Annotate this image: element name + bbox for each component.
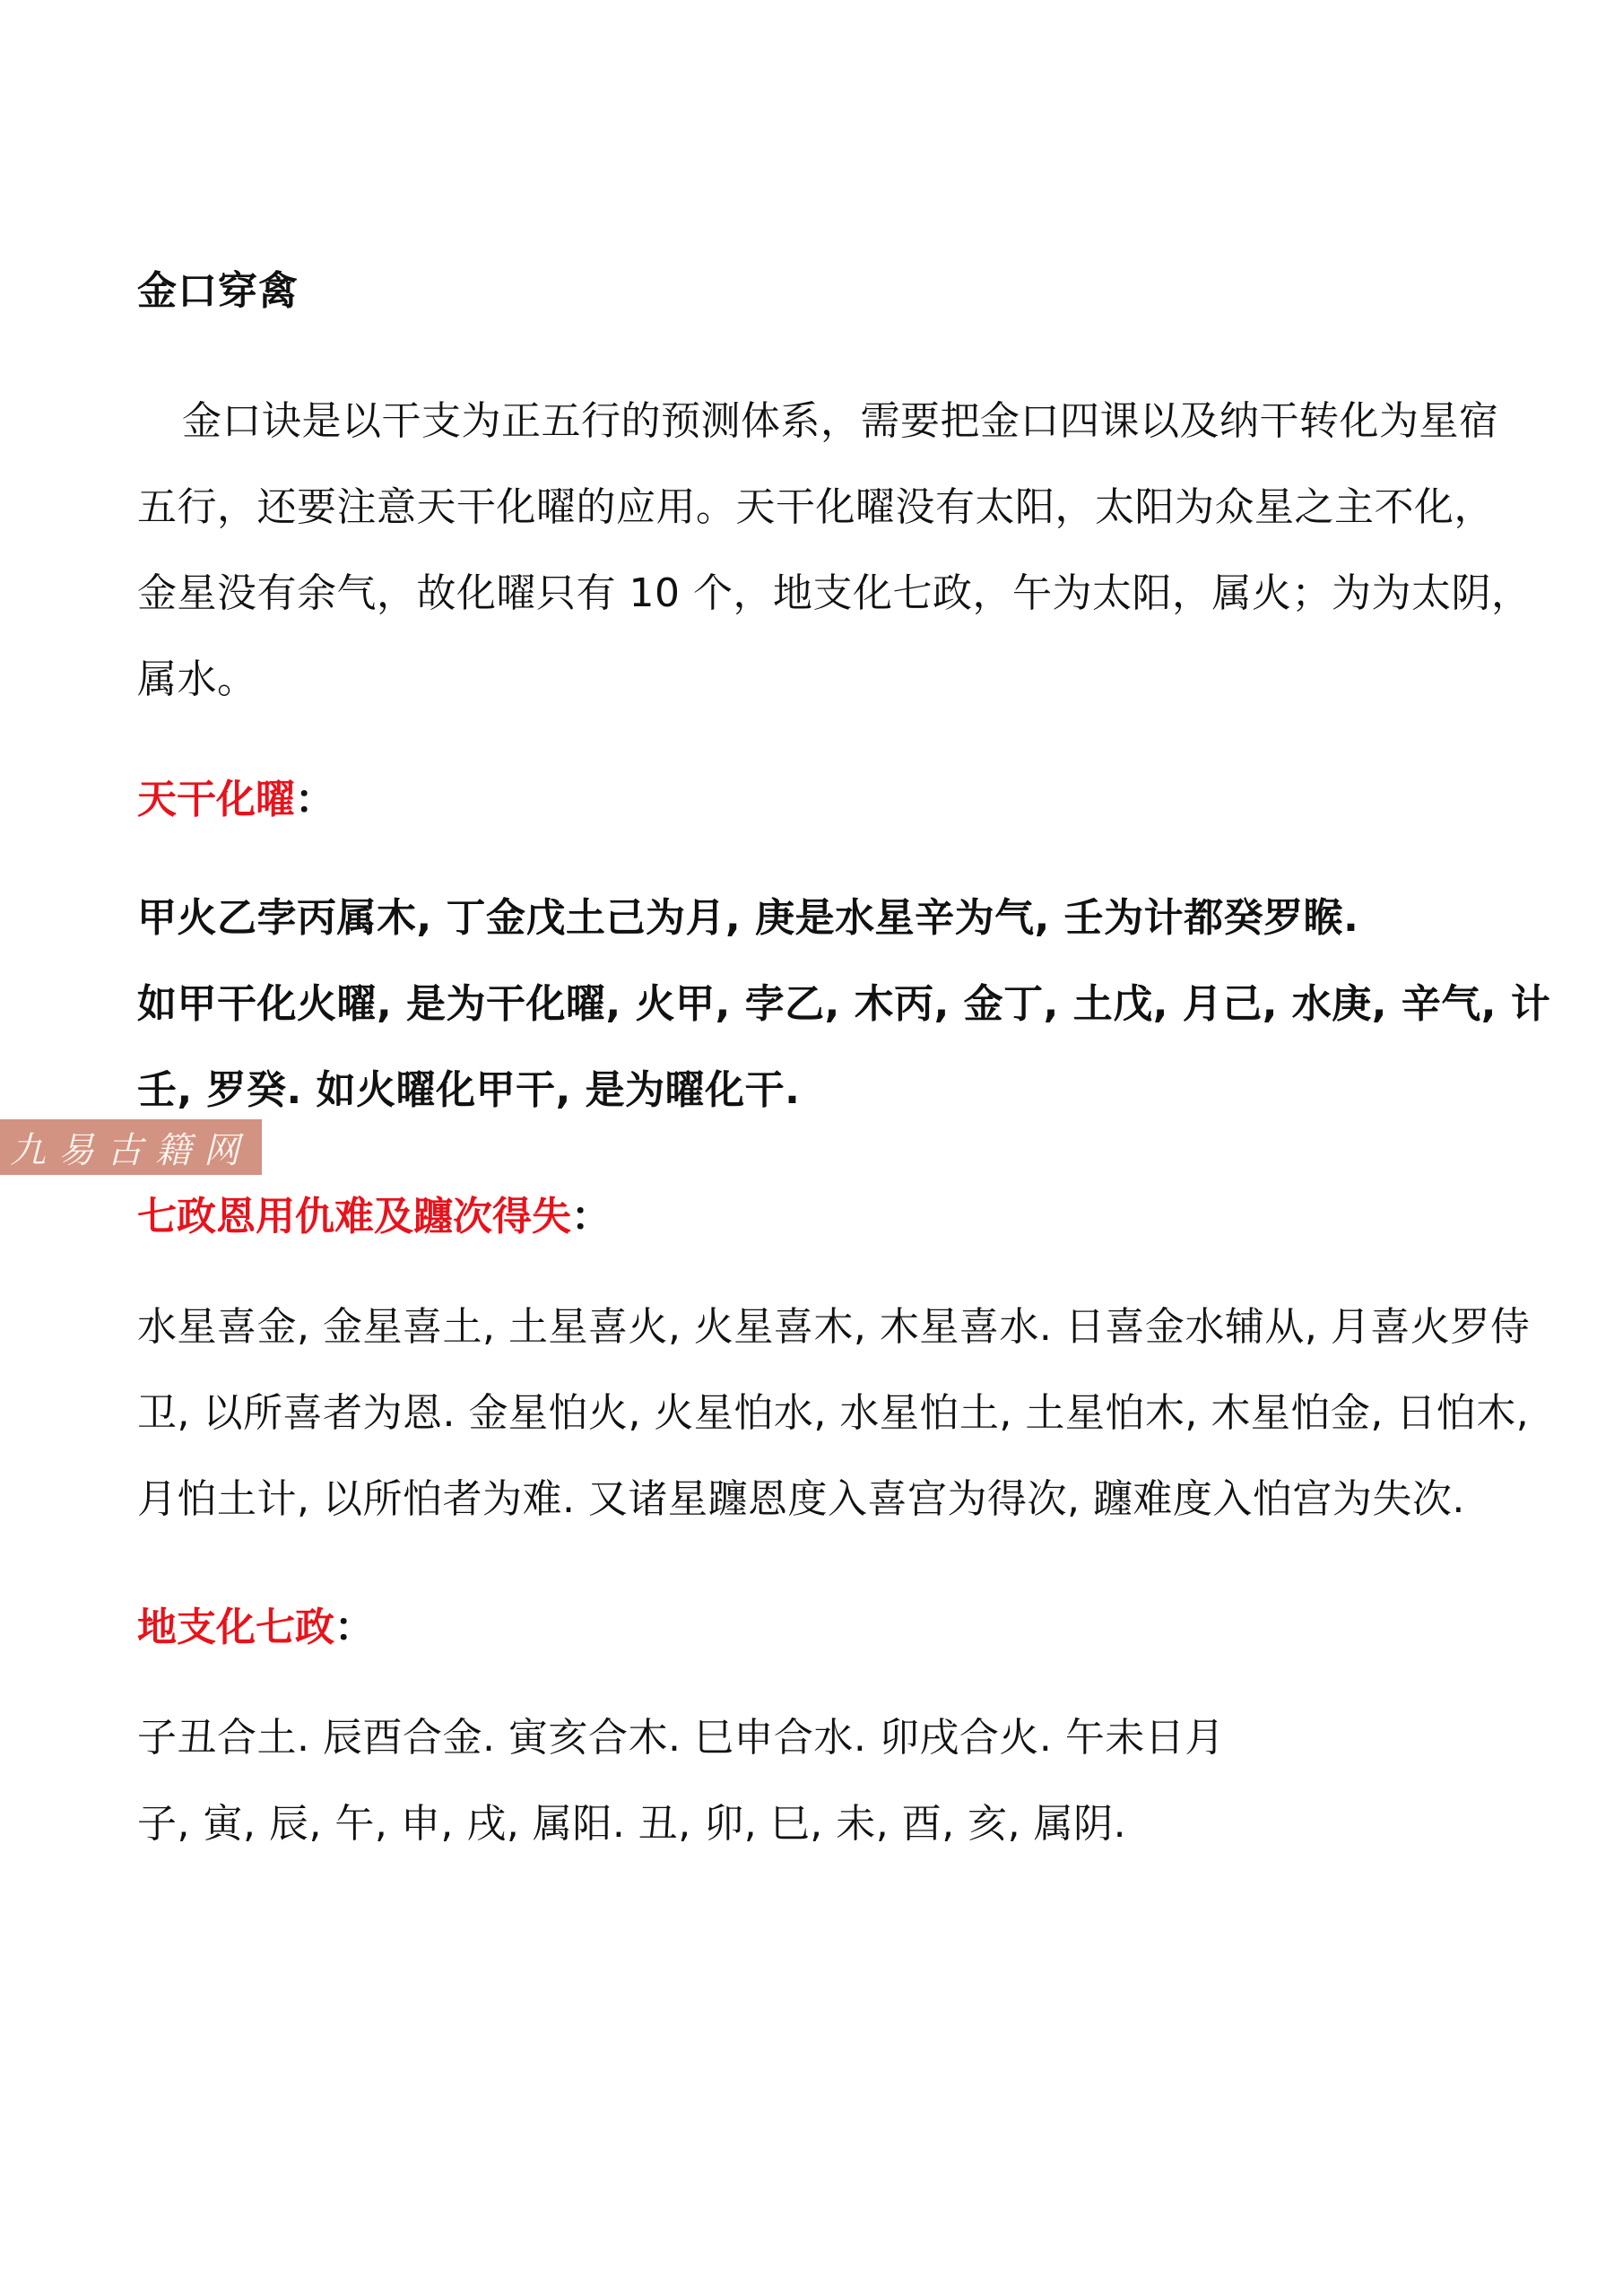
section-heading-tiangan-colon: ： [295,777,334,822]
tiangan-line-3: 壬, 罗癸. 如火曜化甲干, 是为曜化干. [137,1067,801,1113]
section-heading-dizhi [137,1595,374,1652]
qizheng-paragraph [137,1284,1536,1543]
site-watermark: 九易古籍网 [0,1119,262,1175]
qizheng-line-2: 卫, 以所喜者为恩. 金星怕火, 火星怕水, 水星怕土, 土星怕木, 木星怕金, 日怕木, [137,1390,1530,1436]
section-heading-tiangan [137,767,334,824]
dizhi-paragraph [137,1695,1536,1867]
section-heading-qizheng-text: 七政恩用仇难及躔次得失 [137,1194,571,1239]
intro-line-2: 五行，还要注意天干化曜的应用。天干化曜没有太阳，太阳为众星之主不化， [137,484,1494,530]
page-title: 金口穿禽 [137,268,299,314]
section-heading-qizheng [137,1184,611,1241]
intro-line-3: 金星没有余气，故化曜只有 10 个，地支化七政，午为太阳，属火；为为太阴， [137,570,1532,616]
dizhi-line-2: 子, 寅, 辰, 午, 申, 戌, 属阳. 丑, 卯, 巳, 未, 酉, 亥, 属阴. [137,1801,1127,1847]
section-heading-dizhi-text: 地支化七政 [137,1605,334,1650]
intro-paragraph [137,378,1536,723]
tiangan-line-2: 如甲干化火曜, 是为干化曜, 火甲, 孛乙, 木丙, 金丁, 土戊, 月己, 水庚, 辛气, 计 [137,981,1551,1027]
intro-line-1: 金口诀是以干支为正五行的预测体系，需要把金口四课以及纳干转化为星宿 [182,398,1499,444]
section-heading-dizhi-colon: ： [334,1605,374,1650]
intro-line-4: 属水。 [137,657,257,702]
qizheng-line-1: 水星喜金, 金星喜土, 土星喜火, 火星喜木, 木星喜水. 日喜金水辅从, 月喜火罗侍 [137,1304,1531,1350]
qizheng-line-3: 月怕土计, 以所怕者为难. 又诸星躔恩度入喜宫为得次, 躔难度入怕宫为失次. [137,1476,1465,1522]
tiangan-paragraph [137,875,1551,1134]
section-heading-qizheng-colon: ： [571,1194,611,1239]
section-heading-tiangan-text: 天干化曜 [137,777,295,822]
tiangan-line-1: 甲火乙孛丙属木, 丁金戊土己为月, 庚是水星辛为气, 壬为计都癸罗睺. [137,895,1359,941]
dizhi-line-1: 子丑合土. 辰酉合金. 寅亥合木. 巳申合水. 卯戌合火. 午未日月 [137,1715,1225,1761]
